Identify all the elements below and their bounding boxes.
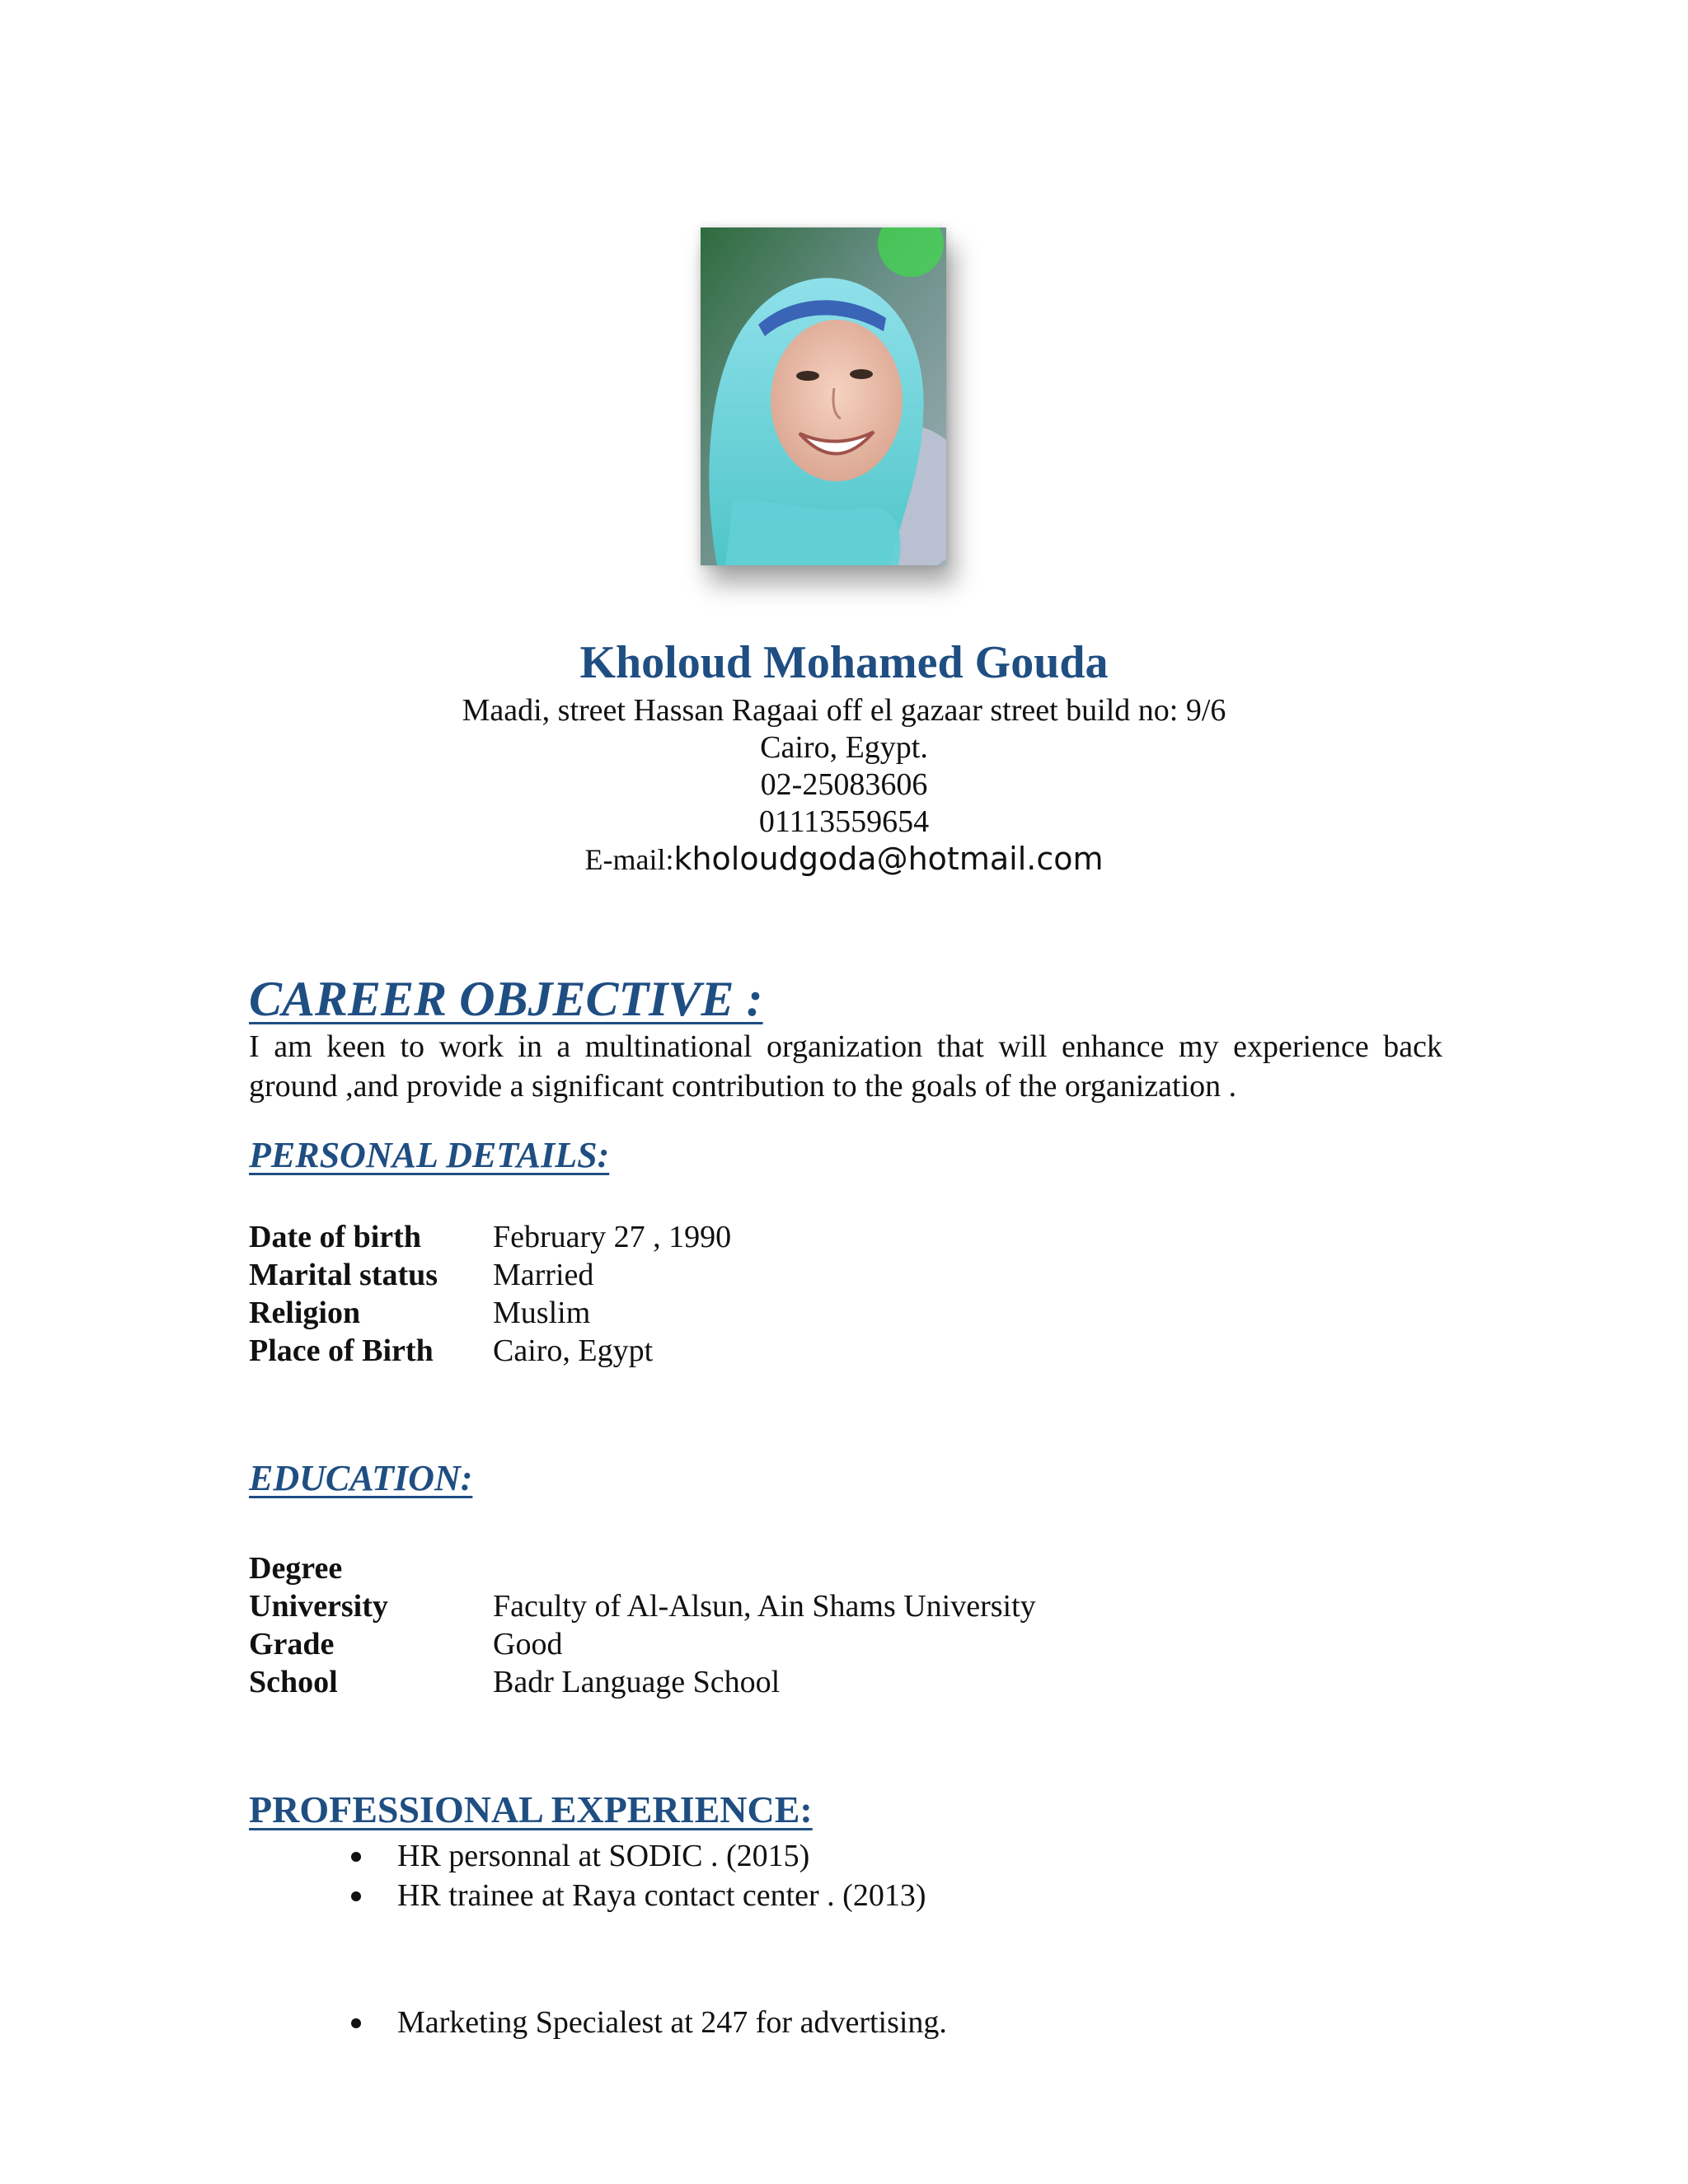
phone-landline: 02-25083606 bbox=[760, 767, 928, 802]
bullet-icon bbox=[351, 2018, 361, 2028]
detail-row-dob bbox=[249, 1218, 731, 1256]
education-heading: EDUCATION: bbox=[249, 1458, 473, 1498]
address-line-1: Maadi, street Hassan Ragaai off el gazaar street build no: 9/6 bbox=[462, 693, 1226, 728]
personal-details-table bbox=[249, 1218, 731, 1370]
detail-label: Marital status bbox=[249, 1258, 438, 1292]
resume-header bbox=[0, 633, 1688, 879]
education-label: School bbox=[249, 1665, 338, 1699]
education-value: Good bbox=[493, 1627, 563, 1661]
bullet-icon bbox=[351, 1852, 361, 1862]
email-line bbox=[0, 841, 1688, 879]
list-item bbox=[249, 1876, 947, 1915]
education-row-school bbox=[249, 1663, 1036, 1701]
bullet-icon bbox=[351, 1891, 361, 1901]
detail-value: Married bbox=[493, 1258, 594, 1292]
experience-list bbox=[249, 1836, 947, 2042]
detail-row-place-of-birth bbox=[249, 1332, 731, 1370]
email-label: E-mail: bbox=[584, 843, 674, 876]
education-row-degree bbox=[249, 1549, 1036, 1587]
experience-text: HR trainee at Raya contact center . (2013) bbox=[397, 1878, 926, 1913]
education-row-university bbox=[249, 1587, 1036, 1625]
list-item bbox=[249, 2003, 947, 2042]
list-item bbox=[249, 1836, 947, 1876]
phone-mobile: 01113559654 bbox=[758, 804, 930, 839]
candidate-name: Kholoud Mohamed Gouda bbox=[579, 637, 1109, 688]
detail-label: Religion bbox=[249, 1296, 361, 1330]
experience-text: HR personnal at SODIC . (2015) bbox=[397, 1839, 810, 1873]
profile-photo bbox=[701, 227, 946, 565]
detail-value: Muslim bbox=[493, 1296, 591, 1330]
career-objective-heading: CAREER OBJECTIVE : bbox=[249, 972, 763, 1026]
education-table bbox=[249, 1549, 1036, 1701]
experience-text: Marketing Specialest at 247 for advertising. bbox=[397, 2005, 947, 2040]
personal-details-heading: PERSONAL DETAILS: bbox=[249, 1135, 610, 1175]
address-line-2: Cairo, Egypt. bbox=[760, 730, 928, 765]
email-address: kholoudgoda@hotmail.com bbox=[673, 841, 1104, 877]
detail-row-marital-status bbox=[249, 1256, 731, 1294]
education-value: Badr Language School bbox=[493, 1665, 781, 1699]
career-objective-text: I am keen to work in a multinational organization that will enhance my experience back ground ,and provide a significant contribution to the goals of the organization . bbox=[249, 1029, 1442, 1104]
detail-label: Place of Birth bbox=[249, 1333, 434, 1368]
education-label: University bbox=[249, 1589, 388, 1624]
education-label: Degree bbox=[249, 1551, 343, 1586]
detail-value: Cairo, Egypt bbox=[493, 1333, 654, 1368]
education-value bbox=[493, 1549, 1036, 1587]
detail-value: February 27 , 1990 bbox=[493, 1220, 732, 1254]
education-row-grade bbox=[249, 1625, 1036, 1663]
professional-experience-heading: PROFESSIONAL EXPERIENCE: bbox=[249, 1788, 813, 1830]
education-label: Grade bbox=[249, 1627, 335, 1661]
detail-row-religion bbox=[249, 1294, 731, 1332]
detail-label: Date of birth bbox=[249, 1220, 421, 1254]
education-value: Faculty of Al-Alsun, Ain Shams University bbox=[493, 1589, 1036, 1624]
